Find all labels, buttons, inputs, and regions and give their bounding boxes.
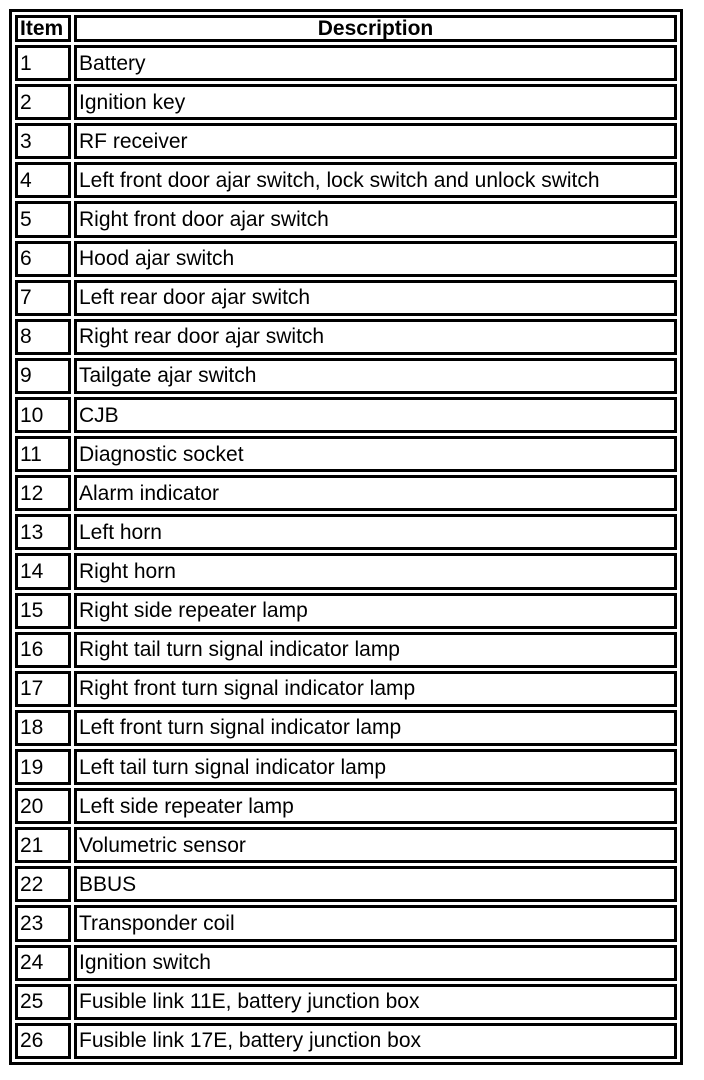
description-cell: Fusible link 17E, battery junction box: [74, 1023, 677, 1059]
table-row: [15, 45, 677, 81]
description-cell: Ignition key: [74, 84, 677, 120]
description-cell: Fusible link 11E, battery junction box: [74, 984, 677, 1020]
item-number-cell: 16: [15, 632, 71, 668]
description-cell: Right side repeater lamp: [74, 593, 677, 629]
table-row: [15, 123, 677, 159]
table-row: [15, 788, 677, 824]
description-cell: CJB: [74, 397, 677, 433]
item-number-cell: 14: [15, 553, 71, 589]
item-number-cell: 12: [15, 475, 71, 511]
item-number-cell: 17: [15, 671, 71, 707]
description-cell: Left horn: [74, 514, 677, 550]
table-row: [15, 514, 677, 550]
description-cell: Right front turn signal indicator lamp: [74, 671, 677, 707]
table-row: [15, 671, 677, 707]
description-cell: Diagnostic socket: [74, 436, 677, 472]
item-number-cell: 22: [15, 866, 71, 902]
description-cell: Battery: [74, 45, 677, 81]
table-row: [15, 710, 677, 746]
table-row: [15, 866, 677, 902]
description-cell: Right rear door ajar switch: [74, 319, 677, 355]
description-cell: Left rear door ajar switch: [74, 280, 677, 316]
item-number-cell: 25: [15, 984, 71, 1020]
item-number-cell: 20: [15, 788, 71, 824]
table-row: [15, 553, 677, 589]
table-row: [15, 593, 677, 629]
item-number-cell: 23: [15, 905, 71, 941]
description-cell: RF receiver: [74, 123, 677, 159]
table-row: [15, 280, 677, 316]
item-number-cell: 19: [15, 749, 71, 785]
description-cell: BBUS: [74, 866, 677, 902]
description-cell: Transponder coil: [74, 905, 677, 941]
table-row: [15, 827, 677, 863]
item-number-cell: 3: [15, 123, 71, 159]
item-number-cell: 6: [15, 241, 71, 277]
table-row: [15, 358, 677, 394]
description-cell: Hood ajar switch: [74, 241, 677, 277]
table-row: [15, 162, 677, 198]
item-number-cell: 15: [15, 593, 71, 629]
item-number-cell: 11: [15, 436, 71, 472]
parts-table-frame: [9, 9, 683, 1065]
item-number-cell: 4: [15, 162, 71, 198]
item-number-cell: 24: [15, 945, 71, 981]
description-cell: Right horn: [74, 553, 677, 589]
header-row: [15, 15, 677, 42]
item-number-cell: 13: [15, 514, 71, 550]
item-number-cell: 2: [15, 84, 71, 120]
item-number-cell: 10: [15, 397, 71, 433]
table-row: [15, 201, 677, 237]
table-row: [15, 632, 677, 668]
description-cell: Right tail turn signal indicator lamp: [74, 632, 677, 668]
item-column-header: Item: [15, 15, 71, 42]
description-cell: Right front door ajar switch: [74, 201, 677, 237]
table-row: [15, 397, 677, 433]
description-column-header: Description: [74, 15, 677, 42]
item-number-cell: 5: [15, 201, 71, 237]
table-row: [15, 475, 677, 511]
item-number-cell: 18: [15, 710, 71, 746]
description-cell: Ignition switch: [74, 945, 677, 981]
item-number-cell: 21: [15, 827, 71, 863]
description-cell: Left front door ajar switch, lock switch and unlock switch: [74, 162, 677, 198]
table-body: [15, 45, 677, 1059]
parts-table: [12, 12, 680, 1062]
description-cell: Left side repeater lamp: [74, 788, 677, 824]
table-row: [15, 905, 677, 941]
item-number-cell: 1: [15, 45, 71, 81]
table-row: [15, 1023, 677, 1059]
item-number-cell: 7: [15, 280, 71, 316]
description-cell: Left front turn signal indicator lamp: [74, 710, 677, 746]
table-row: [15, 319, 677, 355]
table-row: [15, 436, 677, 472]
table-row: [15, 84, 677, 120]
description-cell: Left tail turn signal indicator lamp: [74, 749, 677, 785]
table-row: [15, 241, 677, 277]
table-row: [15, 945, 677, 981]
table-row: [15, 749, 677, 785]
description-cell: Alarm indicator: [74, 475, 677, 511]
description-cell: Tailgate ajar switch: [74, 358, 677, 394]
description-cell: Volumetric sensor: [74, 827, 677, 863]
table-row: [15, 984, 677, 1020]
item-number-cell: 8: [15, 319, 71, 355]
item-number-cell: 26: [15, 1023, 71, 1059]
item-number-cell: 9: [15, 358, 71, 394]
